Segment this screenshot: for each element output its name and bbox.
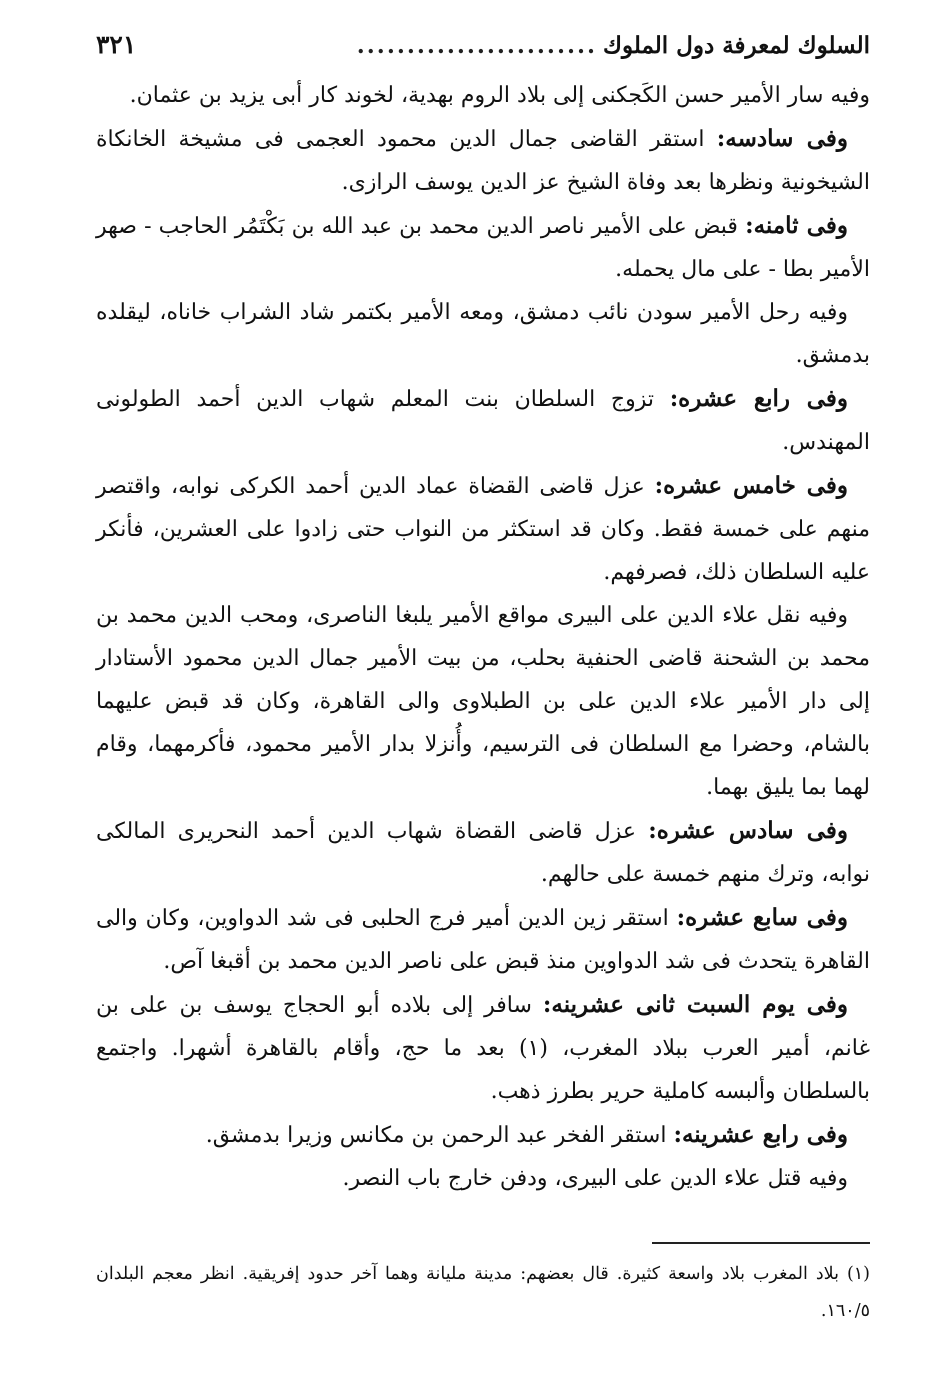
paragraph [96,204,870,291]
paragraph-text: تزوج السلطان بنت المعلم شهاب الدين أحمد الطولونى المهندس. [96,387,870,455]
paragraph-text: وفيه رحل الأمير سودن نائب دمشق، ومعه الأمير بكتمر شاد الشراب خاناه، ليقلده بدمشق. [96,300,870,368]
paragraph-text: قبض على الأمير ناصر الدين محمد بن عبد الله بن بَكْتَمُر الحاجب - صهر الأمير بطا - على مال يحمله. [96,214,870,282]
paragraph [96,291,870,377]
paragraph [96,594,870,809]
paragraph-lead: وفى سادسه: [716,125,848,152]
footnote: (١) بلاد المغرب بلاد واسعة كثيرة. قال بعضهم: مدينة مليانة وهما آخر حدود إفريقية. انظر معجم البلدان ١٦٠/٥. [96,1264,870,1321]
paragraph-lead: وفى ثامنه: [745,212,848,239]
paragraph-text: استقر القاضى جمال الدين محمود العجمى فى مشيخة الخانكاة الشيخونية ونظرها بعد وفاة الشيخ عز الدين يوسف الرازى. [96,127,870,195]
paragraph [96,1113,870,1157]
paragraph-text: سافر إلى بلاده أبو الحجاج يوسف بن على بن غانم، أمير العرب ببلاد المغرب، (١) بعد ما حج، وأقام بالقاهرة أشهرا. واجتمع بالسلطان وألبسه كاملية حرير بطرز ذهب. [96,993,871,1104]
book-page [96,30,870,1342]
paragraph-lead: وفى سابع عشره: [676,904,848,931]
paragraph-text: وفيه سار الأمير حسن الكَجكنى إلى بلاد الروم بهدية، لخوند كار أبى يزيد بن عثمان. [129,83,870,108]
paragraph [96,896,870,983]
paragraph-lead: وفى رابع عشره: [669,385,848,412]
paragraph-lead: وفى خامس عشره: [654,472,848,499]
paragraph [96,377,870,464]
paragraph [96,117,870,204]
paragraph-text: استقر الفخر عبد الرحمن بن مكانس وزيرا بدمشق. [205,1123,674,1148]
page-number: ٣٢١ [96,30,137,59]
paragraph-text: وفيه نقل علاء الدين على البيرى مواقع الأمير يلبغا الناصرى، ومحب الدين محمد بن محمد بن الشحنة قاضى الحنفية بحلب، من بيت الأمير جمال الدين محمود الأستادار إلى دار الأمير علاء الدين على بن الطبلاوى والى القاهرة، وكان قد قبض عليهما بالشام، وحضرا مع السلطان فى الترسيم، وأُنزلا بدار الأمير محمود، فأكرمهما، وقام لهما بما يليق بهما. [96,603,870,800]
footnote-divider [652,1242,870,1244]
paragraph [96,983,870,1113]
paragraph-text: عزل قاضى القضاة عماد الدين أحمد الكركى نوابه، واقتصر منهم على خمسة فقط. وكان قد استكثر من النواب حتى زادوا على العشرين، فأنكر عليه السلطان ذلك، فصرفهم. [96,474,870,585]
running-header [96,30,870,74]
paragraph [96,74,870,117]
paragraph-lead: وفى رابع عشرينه: [673,1121,848,1148]
paragraph-text: وفيه قتل علاء الدين على البيرى، ودفن خارج باب النصر. [342,1166,848,1191]
paragraph-lead: وفى يوم السبت ثانى عشرينه: [542,991,848,1018]
paragraph [96,809,870,896]
running-title: السلوك لمعرفة دول الملوك [602,32,870,59]
body-text [96,74,870,1200]
paragraph [96,1157,870,1200]
paragraph-lead: وفى سادس عشره: [648,817,849,844]
paragraph-text: استقر زين الدين أمير فرج الحلبى فى شد الدواوين، وكان والى القاهرة يتحدث فى شد الدواوين منذ قبض على ناصر الدين محمد بن أقبغا آص. [96,906,870,974]
paragraph-text: عزل قاضى القضاة شهاب الدين أحمد النحريرى المالكى نوابه، وترك منهم خمسة على حالهم. [96,819,870,887]
paragraph [96,464,870,594]
header-leader-dots: ........................ [356,32,597,59]
